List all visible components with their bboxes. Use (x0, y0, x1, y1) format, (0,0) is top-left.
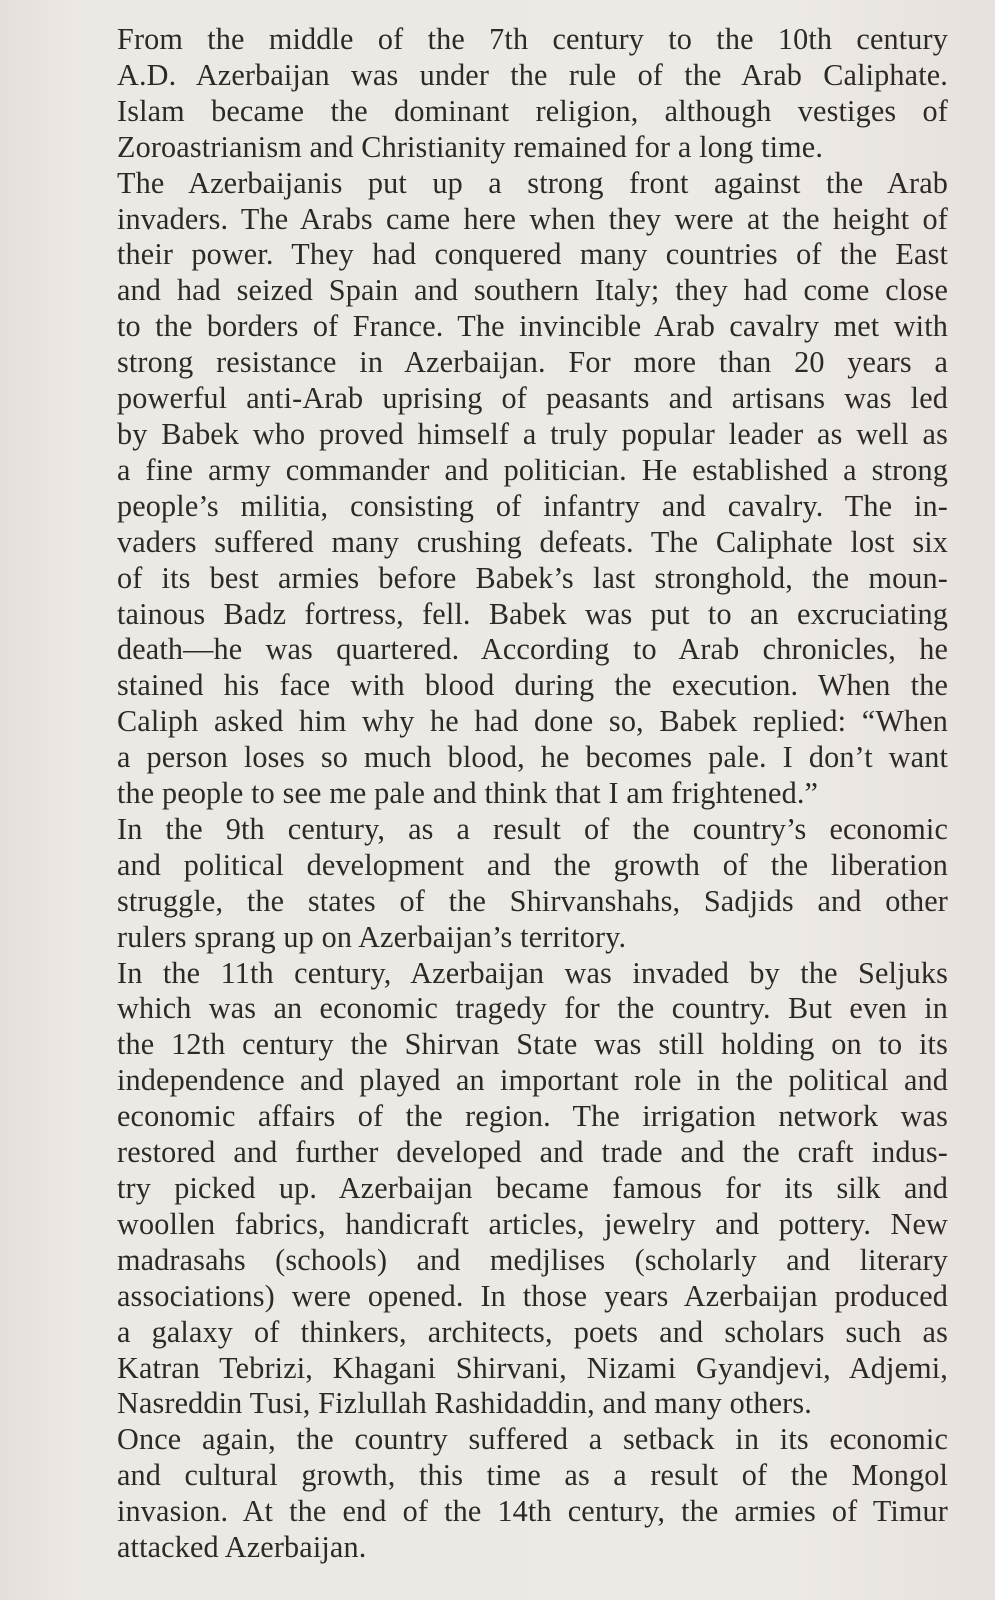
paragraph-resistance-babek (68, 166, 948, 812)
text-line: a person loses so much blood, he becomes pale. I don’t want (117, 740, 948, 775)
text-line: a galaxy of thinkers, architects, poets and scholars such as (117, 1314, 948, 1349)
text-line: strong resistance in Azerbaijan. For more than 20 years a (117, 345, 948, 380)
text-line: Zoroastrianism and Christianity remained for a long time. (117, 129, 824, 164)
text-line: death—he was quartered. According to Arab chronicles, he (117, 632, 948, 667)
text-line: invaders. The Arabs came here when they were at the height of (117, 201, 948, 236)
body-text (68, 22, 948, 1566)
text-line: powerful anti-Arab uprising of peasants and artisans was led (117, 381, 948, 416)
text-line: independence and played an important role in the political and (117, 1063, 948, 1098)
text-line: struggle, the states of the Shirvanshahs, Sadjids and other (117, 883, 948, 918)
text-line: woollen fabrics, handicraft articles, jewelry and pottery. New (117, 1206, 948, 1241)
text-line: associations) were opened. In those years Azerbaijan produced (117, 1278, 948, 1313)
paragraph-ninth-century (68, 812, 948, 956)
text-line: rulers sprang up on Azerbaijan’s territory. (117, 919, 627, 954)
text-line: people’s militia, consisting of infantry and cavalry. The in- (117, 488, 948, 523)
text-line: madrasahs (schools) and medjlises (scholarly and literary (117, 1242, 948, 1277)
text-line: In the 9th century, as a result of the country’s economic (117, 811, 948, 846)
text-line: vaders suffered many crushing defeats. The Caliphate lost six (117, 524, 948, 559)
text-line: restored and further developed and trade and the craft indus- (117, 1135, 948, 1170)
text-line: attacked Azerbaijan. (117, 1530, 367, 1565)
text-line: to the borders of France. The invincible Arab cavalry met with (117, 309, 948, 344)
text-line: and political development and the growth of the liberation (117, 847, 948, 882)
text-line: Caliph asked him why he had done so, Babek replied: “When (117, 704, 948, 739)
text-line: their power. They had conquered many countries of the East (117, 237, 948, 272)
text-line: Islam became the dominant religion, although vestiges of (117, 93, 948, 128)
text-line: of its best armies before Babek’s last stronghold, the moun- (117, 560, 948, 595)
paragraph-seljuks (68, 956, 948, 1423)
text-line: a fine army commander and politician. He established a strong (117, 452, 948, 487)
text-line: In the 11th century, Azerbaijan was invaded by the Seljuks (117, 955, 948, 990)
text-line: the 12th century the Shirvan State was still holding on to its (117, 1027, 948, 1062)
text-line: stained his face with blood during the execution. When the (117, 668, 948, 703)
text-line: the people to see me pale and think that I am frightened.” (117, 776, 819, 811)
text-line: and had seized Spain and southern Italy; they had come close (117, 273, 948, 308)
text-line: which was an economic tragedy for the country. But even in (117, 991, 948, 1026)
text-line: Katran Tebrizi, Khagani Shirvani, Nizami Gyandjevi, Adjemi, (117, 1350, 948, 1385)
text-line: Nasreddin Tusi, Fizlullah Rashidaddin, and many others. (117, 1386, 812, 1421)
text-line: The Azerbaijanis put up a strong front against the Arab (117, 165, 948, 200)
text-line: economic affairs of the region. The irrigation network was (117, 1099, 948, 1134)
text-line: A.D. Azerbaijan was under the rule of the Arab Caliphate. (117, 57, 948, 92)
text-line: tainous Badz fortress, fell. Babek was put to an excruciating (117, 596, 948, 631)
text-line: and cultural growth, this time as a result of the Mongol (117, 1458, 948, 1493)
text-line: invasion. At the end of the 14th century, the armies of Timur (117, 1494, 948, 1529)
paragraph-mongol-invasion (68, 1422, 948, 1566)
text-line: try picked up. Azerbaijan became famous for its silk and (117, 1171, 948, 1205)
text-line: From the middle of the 7th century to the 10th century (117, 22, 948, 56)
text-line: Once again, the country suffered a setback in its economic (117, 1422, 948, 1457)
paragraph-arab-rule (68, 22, 948, 166)
text-line: by Babek who proved himself a truly popular leader as well as (117, 416, 948, 451)
